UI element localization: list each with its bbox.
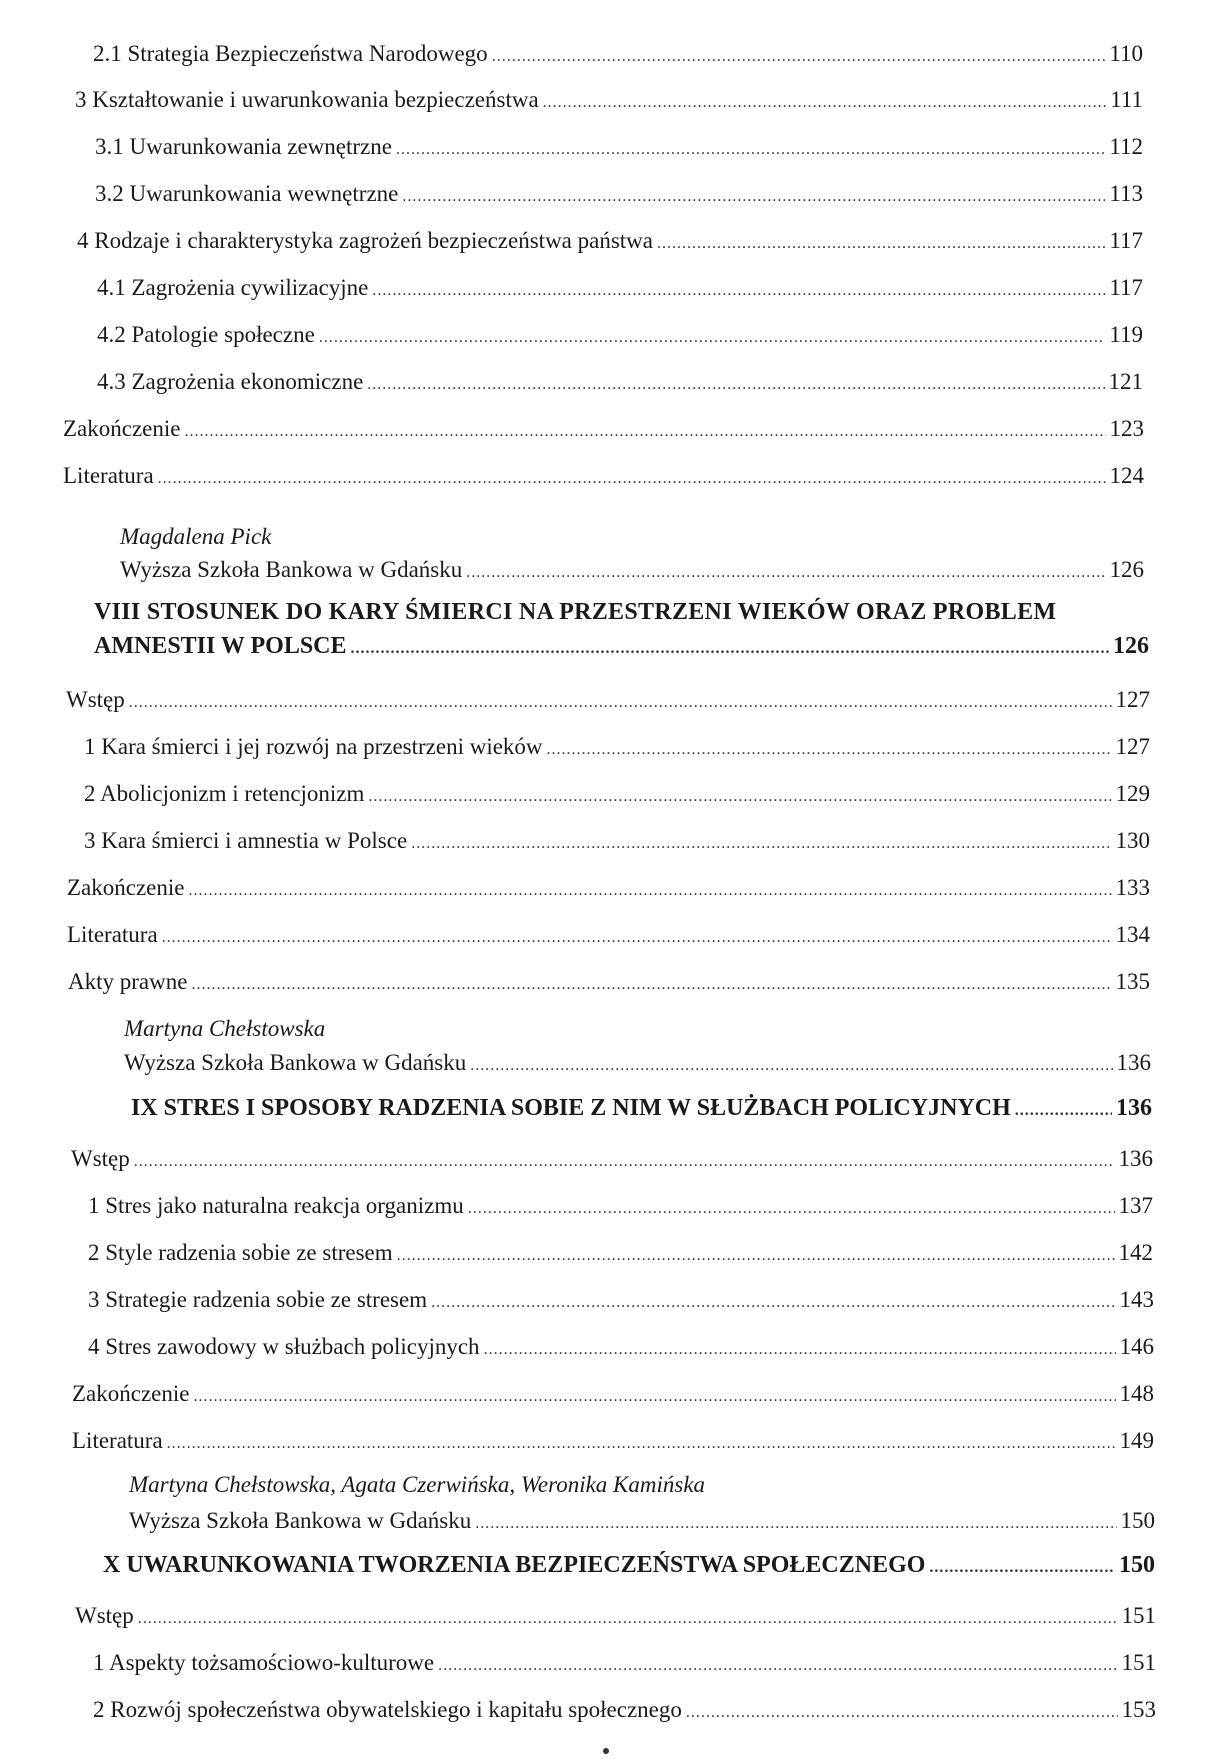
toc-page-number: 134 [1115,922,1150,947]
leader-dots [162,924,1112,952]
toc-page-number: 149 [1119,1428,1154,1453]
toc-entry [88,1192,1153,1223]
leader-dots [129,689,1112,717]
toc-page-number: 136 [1118,1146,1153,1171]
toc-entry-label: 1 Aspekty tożsamościowo-kulturowe [93,1650,435,1675]
leader-dots [368,783,1111,811]
toc-entry [93,1649,1156,1680]
toc-entry-label: Zakończenie [67,875,185,900]
toc-page-number: 135 [1115,969,1150,994]
leader-dots [167,1430,1116,1458]
toc-entry-label: Akty prawne [68,969,188,994]
toc-page-number: 146 [1119,1334,1154,1359]
toc-entry-label: Wstęp [71,1146,130,1171]
toc-entry [97,321,1143,352]
toc-page-number: 150 [1120,1508,1155,1533]
toc-entry [75,86,1143,117]
chapter-heading [103,1551,1155,1582]
toc-entry-label: 2 Rozwój społeczeństwa obywatelskiego i kapitału społecznego [93,1697,682,1722]
leader-dots [431,1289,1115,1317]
leader-dots [397,1242,1115,1270]
toc-page-number: 127 [1115,734,1150,759]
toc-entry-label: Literatura [72,1428,163,1453]
toc-entry [93,1696,1156,1727]
toc-entry [77,227,1143,258]
toc-entry [72,1427,1154,1458]
toc-page-number: 117 [1109,275,1143,300]
toc-page-number: 126 [1109,557,1144,582]
toc-page-number: 150 [1119,1552,1155,1578]
toc-page-number: 126 [1113,633,1149,659]
toc-entry [75,1602,1156,1633]
leader-dots [492,43,1106,71]
leader-dots [193,1383,1115,1411]
toc-entry [63,415,1144,446]
toc-page-number: 151 [1121,1650,1156,1675]
toc-entry-label: Literatura [67,922,158,947]
leader-dots [396,136,1105,164]
leader-dots [372,277,1105,305]
author-name: Martyna Chełstowska, Agata Czerwińska, Weronika Kamińska [129,1472,706,1497]
toc-entry [97,274,1143,305]
leader-dots [184,418,1105,446]
toc-entry [93,40,1143,71]
leader-dots [547,736,1112,764]
leader-dots [475,1510,1116,1538]
toc-entry [97,368,1143,399]
affiliation-label: Wyższa Szkoła Bankowa w Gdańsku [120,557,463,582]
affiliation-label: Wyższa Szkoła Bankowa w Gdańsku [129,1508,472,1533]
toc-page-number: 111 [1110,87,1143,112]
toc-entry [88,1333,1154,1364]
leader-dots [191,971,1111,999]
toc-entry-label: 3.2 Uwarunkowania wewnętrzne [95,181,399,206]
toc-page-number: 123 [1109,416,1144,441]
toc-page-number: 119 [1109,322,1143,347]
toc-page-number: 133 [1115,875,1150,900]
toc-entry-label: 2.1 Strategia Bezpieczeństwa Narodowego [93,41,488,66]
page-mark [603,1748,609,1754]
toc-page-number: 124 [1109,463,1144,488]
toc-entry [66,686,1150,717]
toc-page-number: 153 [1121,1697,1156,1722]
toc-entry [95,180,1143,211]
leader-dots [657,230,1105,258]
toc-entry-label: 4.2 Patologie społeczne [97,322,315,347]
toc-page-number: 112 [1109,134,1143,159]
leader-dots [929,1554,1115,1582]
toc-entry [63,462,1144,493]
toc-entry [68,968,1150,999]
leader-dots [188,877,1111,905]
toc-entry [88,1286,1154,1317]
toc-entry-label: 4.3 Zagrożenia ekonomiczne [97,369,364,394]
toc-entry-label: Wstęp [66,687,125,712]
toc-entry-affiliation [124,1049,1151,1080]
toc-page-number: 142 [1118,1240,1153,1265]
toc-entry-label: Zakończenie [63,416,181,441]
chapter-heading-line-1: VIII STOSUNEK DO KARY ŚMIERCI NA PRZESTRZENI WIEKÓW ORAZ PROBLEM [94,599,1057,625]
toc-page-number: 143 [1119,1287,1154,1312]
toc-entry-label: 1 Stres jako naturalna reakcja organizmu [88,1193,464,1218]
toc-entry-label: 4 Rodzaje i charakterystyka zagrożeń bezpieczeństwa państwa [77,228,653,253]
toc-entry [84,827,1150,858]
toc-entry-label: 3 Strategie radzenia sobie ze stresem [88,1287,428,1312]
leader-dots [351,635,1109,663]
toc-entry-label: Literatura [63,463,154,488]
leader-dots [543,89,1107,117]
leader-dots [438,1652,1117,1680]
toc-entry [84,780,1150,811]
toc-page-number: 121 [1108,369,1143,394]
leader-dots [1015,1097,1112,1125]
toc-entry [67,874,1150,905]
toc-entry-label: 1 Kara śmierci i jej rozwój na przestrzeni wieków [84,734,543,759]
toc-entry-label: 2 Style radzenia sobie ze stresem [88,1240,393,1265]
leader-dots [319,324,1106,352]
leader-dots [367,371,1104,399]
toc-entry-affiliation [120,556,1144,587]
leader-dots [686,1699,1118,1727]
leader-dots [158,465,1106,493]
chapter-heading-label: X UWARUNKOWANIA TWORZENIA BEZPIECZEŃSTWA SPOŁECZNEGO [103,1552,926,1578]
toc-page-number: 137 [1118,1193,1153,1218]
toc-entry-label: 3.1 Uwarunkowania zewnętrzne [95,134,392,159]
leader-dots [134,1148,1115,1176]
author-name: Magdalena Pick [120,524,272,549]
toc-page-number: 110 [1109,41,1143,66]
leader-dots [468,1195,1115,1223]
chapter-heading-label: IX STRES I SPOSOBY RADZENIA SOBIE Z NIM W SŁUŻBACH POLICYJNYCH [131,1095,1011,1121]
toc-entry [72,1380,1154,1411]
toc-entry-label: 4 Stres zawodowy w służbach policyjnych [88,1334,480,1359]
toc-page-number: 136 [1116,1050,1151,1075]
toc-page-number: 129 [1115,781,1150,806]
leader-dots [138,1605,1118,1633]
leader-dots [411,830,1111,858]
toc-page-number: 148 [1119,1381,1154,1406]
toc-entry-label: 2 Abolicjonizm i retencjonizm [84,781,365,806]
toc-page-number: 130 [1115,828,1150,853]
leader-dots [484,1336,1116,1364]
toc-entry [67,921,1150,952]
toc-entry [95,133,1143,164]
toc-entry [71,1145,1153,1176]
chapter-heading-label: AMNESTII W POLSCE [94,633,347,659]
toc-entry [88,1239,1153,1270]
toc-entry-label: 3 Kara śmierci i amnestia w Polsce [84,828,408,853]
chapter-heading [94,632,1149,663]
chapter-heading [131,1094,1152,1125]
author-name: Martyna Chełstowska [124,1016,326,1041]
toc-entry-affiliation [129,1507,1155,1538]
toc-page-number: 136 [1116,1095,1152,1121]
toc-entry-label: 4.1 Zagrożenia cywilizacyjne [97,275,369,300]
toc-entry [84,733,1150,764]
leader-dots [470,1052,1112,1080]
toc-entry-label: Wstęp [75,1603,134,1628]
toc-page-number: 127 [1115,687,1150,712]
toc-entry-label: 3 Kształtowanie i uwarunkowania bezpieczeństwa [75,87,539,112]
toc-page-number: 113 [1109,181,1143,206]
affiliation-label: Wyższa Szkoła Bankowa w Gdańsku [124,1050,467,1075]
leader-dots [402,183,1105,211]
toc-page-number: 117 [1109,228,1143,253]
toc-entry-label: Zakończenie [72,1381,190,1406]
leader-dots [466,559,1105,587]
toc-page-number: 151 [1121,1603,1156,1628]
